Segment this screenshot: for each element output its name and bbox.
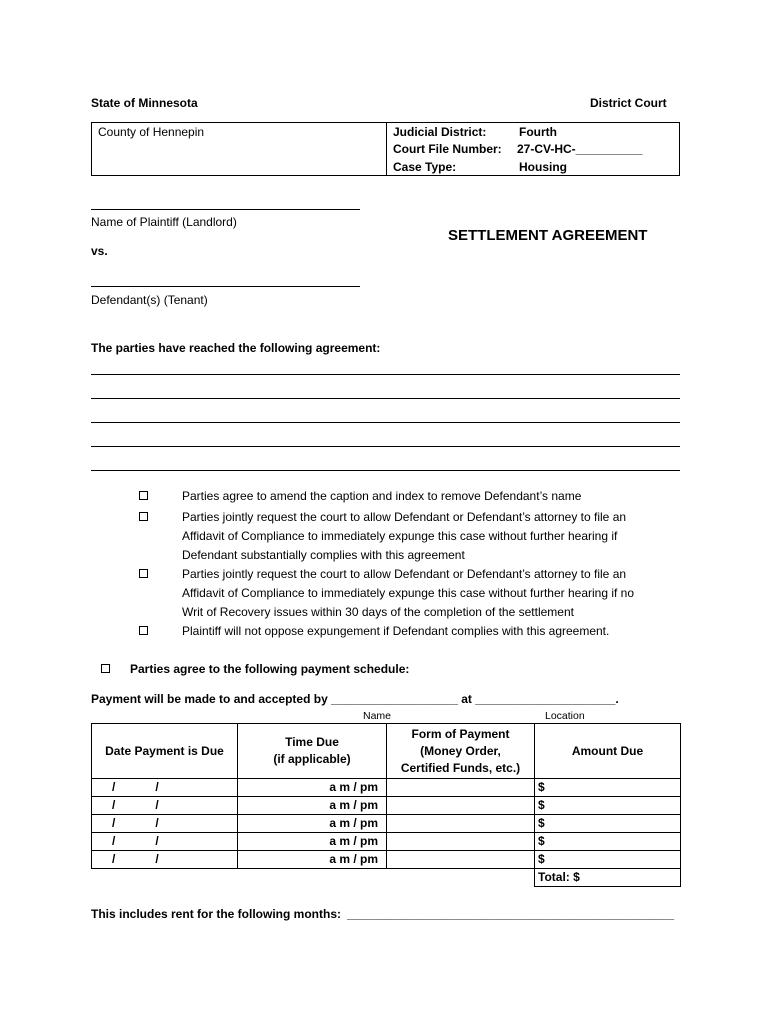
amount-cell[interactable]	[535, 833, 681, 851]
vs-label: vs.	[91, 244, 108, 258]
county-label: County of Hennepin	[98, 125, 205, 139]
option-checkbox-affidavit-writ[interactable]	[139, 569, 148, 578]
form-cell[interactable]	[387, 833, 535, 851]
date-cell[interactable]	[92, 779, 238, 797]
at-word: at	[461, 692, 472, 706]
date-cell[interactable]	[92, 797, 238, 815]
payment-schedule-table	[91, 723, 681, 887]
defendant-label: Defendant(s) (Tenant)	[91, 293, 208, 307]
payment-made-to-prefix: Payment will be made to and accepted by	[91, 692, 328, 706]
table-row	[92, 815, 681, 833]
rent-months-label: This includes rent for the following months:	[91, 907, 341, 921]
header-time-line: Time Due	[285, 735, 339, 749]
date-slashes: / /	[112, 780, 159, 794]
plaintiff-name-line[interactable]	[91, 209, 360, 210]
amount-cell[interactable]	[535, 851, 681, 869]
dollar-sign: $	[538, 852, 545, 866]
agreement-line[interactable]	[91, 422, 680, 423]
judicial-district-label: Judicial District:	[393, 125, 487, 139]
date-slashes: / /	[112, 852, 159, 866]
court-file-number-label: Court File Number:	[393, 142, 502, 156]
date-slashes: / /	[112, 816, 159, 830]
table-row	[92, 797, 681, 815]
location-caption: Location	[545, 710, 585, 722]
payment-schedule-checkbox[interactable]	[101, 664, 110, 673]
option-text: Plaintiff will not oppose expungement if Defendant complies with this agreement.	[182, 624, 610, 638]
option-text: Parties jointly request the court to allow Defendant or Defendant’s attorney to file an	[182, 567, 627, 581]
option-checkbox-amend-caption[interactable]	[139, 491, 148, 500]
time-cell[interactable]	[238, 797, 387, 815]
header-form-line: (Money Order,	[420, 743, 501, 758]
amount-cell[interactable]	[535, 797, 681, 815]
time-cell[interactable]	[238, 815, 387, 833]
date-cell[interactable]	[92, 815, 238, 833]
option-text: Affidavit of Compliance to immediately expunge this case without further hearing if no	[182, 586, 635, 600]
table-header-row	[92, 724, 681, 779]
am-pm: a m / pm	[329, 780, 378, 794]
total-label: Total: $	[538, 870, 580, 884]
table-row	[92, 851, 681, 869]
amount-cell[interactable]	[535, 779, 681, 797]
court-label: District Court	[590, 96, 667, 110]
option-text: Parties agree to amend the caption and index to remove Defendant’s name	[182, 489, 582, 503]
option-text: Parties jointly request the court to allow Defendant or Defendant’s attorney to file an	[182, 510, 627, 524]
total-cell[interactable]	[535, 869, 681, 887]
form-cell[interactable]	[387, 797, 535, 815]
case-type-value: Housing	[519, 160, 567, 174]
agreement-line[interactable]	[91, 374, 680, 375]
plaintiff-label: Name of Plaintiff (Landlord)	[91, 215, 237, 229]
option-checkbox-no-oppose-expungement[interactable]	[139, 626, 148, 635]
dollar-sign: $	[538, 816, 545, 830]
option-checkbox-affidavit-compliance[interactable]	[139, 512, 148, 521]
header-form-line: Form of Payment	[411, 726, 510, 741]
table-row	[92, 833, 681, 851]
am-pm: a m / pm	[329, 834, 378, 848]
header-time-line: (if applicable)	[273, 752, 351, 766]
am-pm: a m / pm	[329, 816, 378, 830]
am-pm: a m / pm	[329, 798, 378, 812]
agreement-intro: The parties have reached the following agreement:	[91, 341, 381, 355]
form-cell[interactable]	[387, 815, 535, 833]
dollar-sign: $	[538, 834, 545, 848]
header-date-due: Date Payment is Due	[92, 724, 238, 779]
defendant-name-line[interactable]	[91, 286, 360, 287]
option-text: Affidavit of Compliance to immediately expunge this case without further hearing if	[182, 529, 618, 543]
judicial-district-value: Fourth	[519, 125, 557, 139]
header-time-due	[238, 724, 387, 779]
time-cell[interactable]	[238, 851, 387, 869]
name-caption: Name	[363, 710, 392, 722]
payment-location-field[interactable]: _____________________.	[475, 692, 619, 706]
payee-name-field[interactable]: ___________________	[331, 692, 458, 706]
document-title: SETTLEMENT AGREEMENT	[448, 227, 648, 244]
time-cell[interactable]	[238, 779, 387, 797]
payment-schedule-label: Parties agree to the following payment schedule:	[130, 662, 410, 676]
table-row	[92, 779, 681, 797]
rent-months-field[interactable]: _________________________________________________	[347, 907, 675, 921]
time-cell[interactable]	[238, 833, 387, 851]
form-cell[interactable]	[387, 779, 535, 797]
date-slashes: / /	[112, 798, 159, 812]
agreement-line[interactable]	[91, 446, 680, 447]
header-amount-due: Amount Due	[535, 724, 681, 779]
header-form-of-payment	[387, 724, 535, 779]
dollar-sign: $	[538, 780, 545, 794]
court-file-number-value[interactable]: 27-CV-HC-__________	[517, 142, 643, 156]
payment-made-to-line	[91, 692, 619, 706]
header-form-line: Certified Funds, etc.)	[400, 760, 521, 775]
caption-divider	[386, 122, 387, 176]
agreement-line[interactable]	[91, 470, 680, 471]
option-text: Writ of Recovery issues within 30 days of the completion of the settlement	[182, 605, 574, 619]
state-label: State of Minnesota	[91, 96, 198, 110]
date-slashes: / /	[112, 834, 159, 848]
agreement-line[interactable]	[91, 398, 680, 399]
form-cell[interactable]	[387, 851, 535, 869]
amount-cell[interactable]	[535, 815, 681, 833]
option-text: Defendant substantially complies with this agreement	[182, 548, 465, 562]
case-type-label: Case Type:	[393, 160, 457, 174]
am-pm: a m / pm	[329, 852, 378, 866]
dollar-sign: $	[538, 798, 545, 812]
date-cell[interactable]	[92, 851, 238, 869]
total-row	[92, 869, 681, 887]
date-cell[interactable]	[92, 833, 238, 851]
